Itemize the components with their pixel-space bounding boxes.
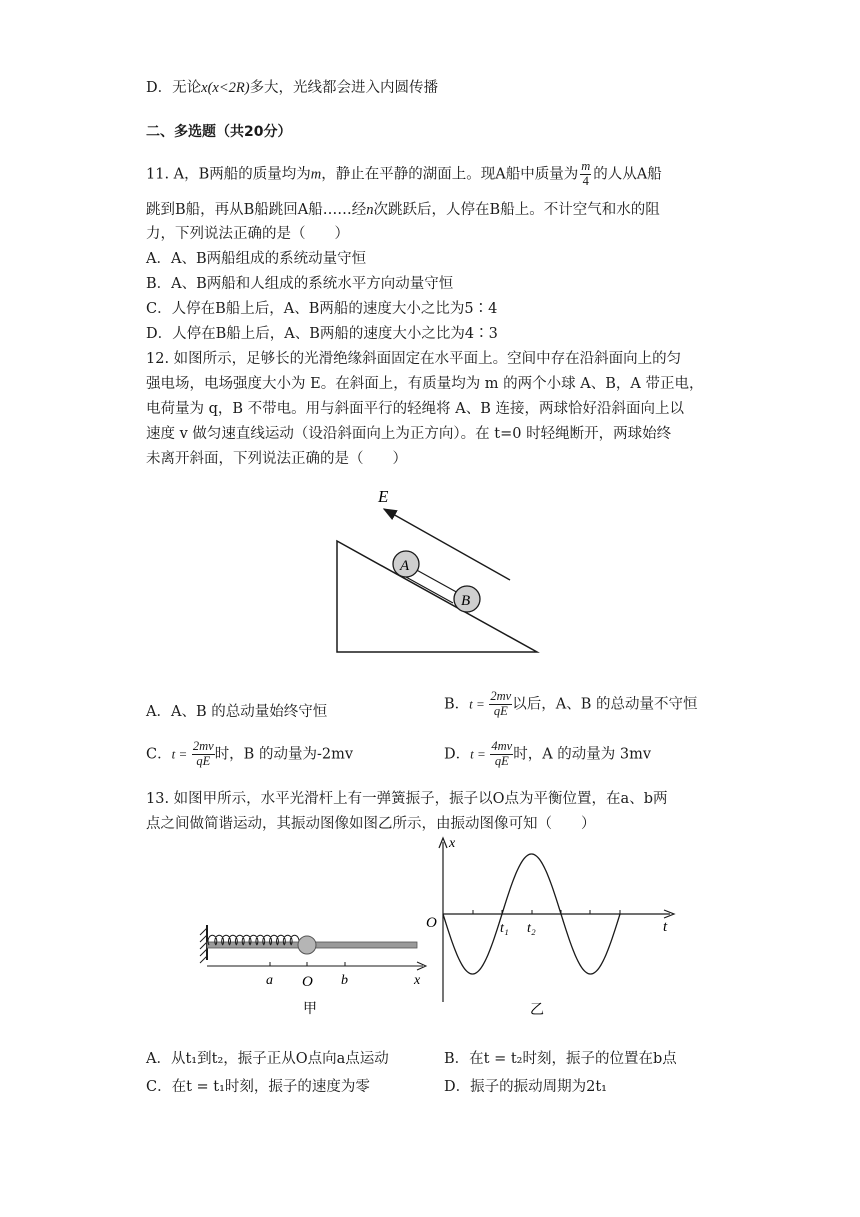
- caption-jia: 甲: [303, 1002, 317, 1017]
- q13-option-d: D．振子的振动周期为2t₁: [444, 1079, 607, 1095]
- rope-line-upper: [413, 568, 460, 594]
- svg-text:A: A: [400, 558, 410, 574]
- q13-option-b: B．在t = t₂时刻，振子的位置在b点: [444, 1051, 677, 1067]
- q11-stem-line2: 跳到B船，再从B船跳回A船……经n次跳跃后，人停在B船上。不计空气和水的阻: [146, 202, 660, 218]
- section-title: 二、多选题（共20分）: [146, 124, 292, 140]
- q11-stem-line1: 11. A，B两船的质量均为m，静止在平静的湖面上。现A船中质量为 $\frac{m}{4}$ 的人从A船: [146, 159, 662, 188]
- q12-option-c: C．t = $\frac{2mv}{qE}$ 时，B 的动量为-2mv: [146, 739, 354, 768]
- q13-option-a: A．从t₁到t₂，振子正从O点向a点运动: [146, 1051, 389, 1067]
- q11-option-d: D．人停在B船上后，A、B两船的速度大小之比为4∶3: [146, 326, 498, 342]
- q12-option-c-fraction: $\frac{2mv}{qE}$: [192, 739, 214, 768]
- q12-option-a: A．A、B 的总动量始终守恒: [146, 704, 328, 720]
- q12-stem-line5: 未离开斜面，下列说法正确的是（ ）: [146, 451, 407, 467]
- q10-option-d: D．无论x(x<2R)多大，光线都会进入内圆传播: [146, 80, 439, 96]
- q12-stem-line4: 速度 v 做匀速直线运动（设沿斜面向上为正方向）。在 t=0 时轻绳断开，两球始终: [146, 426, 672, 442]
- graph-label-t2: t₂: [527, 921, 536, 936]
- incline-triangle: [337, 541, 537, 652]
- q12-stem-line1: 12. 如图所示，足够长的光滑绝缘斜面固定在水平面上。空间中存在沿斜面向上的匀: [146, 351, 682, 367]
- q11-fraction: $\frac{m}{4}$: [581, 159, 591, 188]
- q13-spring-figure: [195, 910, 435, 1020]
- q12-option-b-fraction: $\frac{2mv}{qE}$: [490, 689, 512, 718]
- q10-condition: x(x<2R): [201, 80, 250, 96]
- q11-option-c: C．人停在B船上后，A、B两船的速度大小之比为5∶4: [146, 301, 498, 317]
- graph-label-o: O: [426, 915, 437, 931]
- q12-stem-line2: 强电场，电场强度大小为 E。在斜面上，有质量均为 m 的两个小球 A、B，A 带正电，: [146, 376, 704, 392]
- q12-option-d: D．t = $\frac{4mv}{qE}$ 时，A 的动量为 3mv: [444, 739, 652, 768]
- q13-option-c: C．在t = t₁时刻，振子的速度为零: [146, 1079, 370, 1095]
- q13-vibration-graph: [420, 830, 690, 1020]
- graph-label-t: t: [663, 919, 668, 935]
- oscillator-ball: [298, 936, 316, 954]
- q13-stem-line2: 点之间做简谐运动，其振动图像如图乙所示，由振动图像可知（ ）: [146, 816, 596, 832]
- label-o: O: [302, 974, 313, 990]
- q11-option-b: B．A、B两船和人组成的系统水平方向动量守恒: [146, 276, 454, 292]
- q12-option-d-fraction: $\frac{4mv}{qE}$: [491, 739, 513, 768]
- svg-text:B: B: [461, 593, 471, 609]
- caption-yi: 乙: [530, 1003, 544, 1018]
- wall-hatching: [200, 928, 207, 963]
- q12-incline-figure: [320, 480, 560, 665]
- q11-option-a: A．A、B两船组成的系统动量守恒: [146, 251, 367, 267]
- label-b: b: [341, 973, 348, 988]
- q13-stem-line1: 13. 如图甲所示，水平光滑杆上有一弹簧振子，振子以O点为平衡位置，在a、b两: [146, 791, 668, 807]
- rope-line-lower: [406, 577, 453, 603]
- q12-option-b: B．t = $\frac{2mv}{qE}$ 以后，A、B 的总动量不守恒: [444, 689, 698, 718]
- label-x: x: [414, 973, 421, 988]
- graph-label-t1: t₁: [500, 921, 509, 936]
- field-label-e: E: [378, 487, 389, 506]
- graph-label-x: x: [449, 836, 456, 851]
- q11-stem-line3: 力，下列说法正确的是（ ）: [146, 226, 349, 242]
- label-a: a: [266, 973, 273, 988]
- q12-stem-line3: 电荷量为 q，B 不带电。用与斜面平行的轻绳将 A、B 连接，两球恰好沿斜面向上以: [146, 401, 684, 417]
